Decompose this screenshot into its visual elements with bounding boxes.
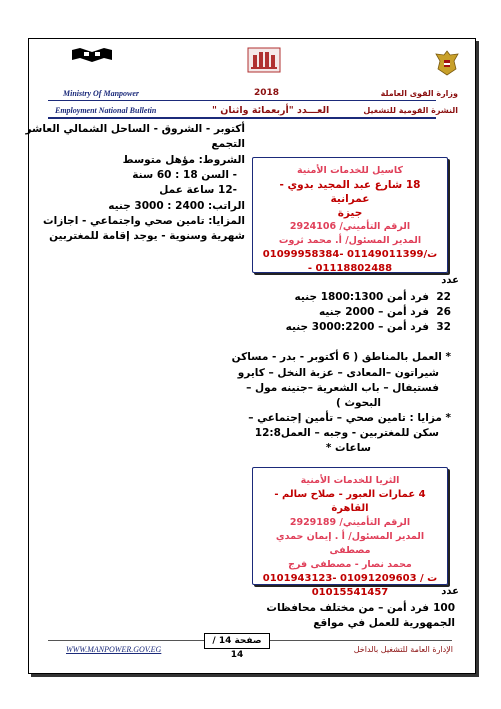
detail-line: الشروط: مؤهل متوسط: [122, 154, 245, 166]
header-rule-top: [48, 100, 436, 101]
manager-name-extra: محمد نصار - مصطفى فرج: [288, 559, 412, 570]
note-line: فستيفال – باب الشعرية –جنينه مول –: [246, 382, 439, 394]
insurance-number: الرقم التأميني/ 2924106: [289, 221, 411, 232]
vacancy-text: فرد أمن – من مختلف محافظات: [266, 602, 429, 614]
department-name: الإدارة العامة للتشغيل بالداخل: [353, 645, 453, 654]
note-line: ساعات *: [325, 442, 371, 454]
vacancy-count: 22: [436, 291, 451, 303]
detail-line: -12 ساعة عمل: [159, 184, 237, 196]
company-card-castle: [252, 157, 448, 273]
bulletin-logo: [70, 46, 114, 64]
insurance-number: الرقم التأميني/ 2929189: [289, 517, 411, 528]
detail-line: أكتوبر - الشروق - الساحل الشمالي العاشر: [25, 123, 245, 135]
vacancy-text: فرد أمن 1800:1300 جنيه: [294, 291, 429, 303]
note-line: البحوث ): [336, 397, 381, 409]
note-line: شيراتون –المعادى – عزبة النخل – كايرو: [237, 367, 439, 379]
vacancy-count: 32: [436, 321, 451, 333]
issue-number: العـــدد "أربعمائة واثنان ": [212, 105, 330, 116]
vacancy-text: فرد أمن – 2000 جنيه: [319, 306, 429, 318]
note-line: سكن للمغتربين - وجبه – العمل12:8: [254, 427, 439, 439]
website-link[interactable]: WWW.MANPOWER.GOV.EG: [66, 645, 162, 654]
note-line: * مزايا : تامين صحي – تأمين إجتماعي –: [248, 412, 451, 424]
ministry-name-en: Ministry Of Manpower: [63, 89, 140, 98]
detail-line: المزايا: تامين صحي واجتماعي - اجازات: [43, 215, 245, 227]
bulletin-name-en: Employment National Bulletin: [55, 106, 157, 115]
manager-name: المدير المسئول/ أ . إيمان حمدي مصطفى: [275, 531, 425, 556]
ministry-name-ar: وزارة القوى العاملة: [380, 89, 458, 98]
detail-line: الراتب: 2400 : 3000 جنيه: [108, 200, 245, 212]
company-address: 4 عمارات العبور - صلاح سالم - القاهرة: [274, 489, 426, 514]
detail-line: التجمع: [211, 138, 245, 150]
count-heading: عدد: [441, 586, 459, 597]
company-card-thuraya: [252, 467, 448, 598]
egypt-eagle-emblem: [434, 49, 460, 77]
bulletin-name-ar: النشرة القومية للتشغيل: [363, 106, 458, 115]
vacancy-count: 26: [436, 306, 451, 318]
company-city: جيزة: [337, 207, 363, 219]
vacancy-count: 100: [433, 602, 455, 614]
detail-line: شهرية وسنوية - يوجد إقامة للمغتربين: [49, 230, 245, 242]
ministry-building-logo: [247, 47, 281, 73]
phone-numbers-extra: 01015541457: [311, 587, 389, 598]
company-name: الثريا للخدمات الأمنية: [300, 475, 400, 486]
header-rule-bottom: [48, 117, 436, 119]
issue-year: 2018: [254, 88, 280, 98]
page-number: [204, 633, 270, 660]
note-line: * العمل بالمناطق ( 6 أكتوبر - بدر - مساكن: [231, 351, 451, 363]
page-number-label: صفحة 14 / 14: [212, 636, 262, 660]
phone-numbers: ت/01149011399 -01099958384: [262, 249, 438, 260]
count-heading: عدد: [441, 275, 459, 286]
vacancy-text: الجمهورية للعمل في مواقع: [313, 617, 455, 629]
manager-name: المدير المسئول/ أ. محمد ثروت: [278, 235, 422, 246]
detail-line: - السن 18 : 60 سنة: [132, 169, 237, 181]
phone-numbers: ت / 01091209603 -0101943123: [262, 573, 438, 584]
vacancy-text: فرد أمن – 3000:2200 جنيه: [285, 321, 429, 333]
phone-numbers-extra: 01118802488 -: [307, 263, 393, 274]
company-name: كاسيل للخدمات الأمنية: [297, 165, 403, 176]
company-address: 18 شارع عبد المجيد بدوي - عمرانية: [279, 179, 421, 205]
